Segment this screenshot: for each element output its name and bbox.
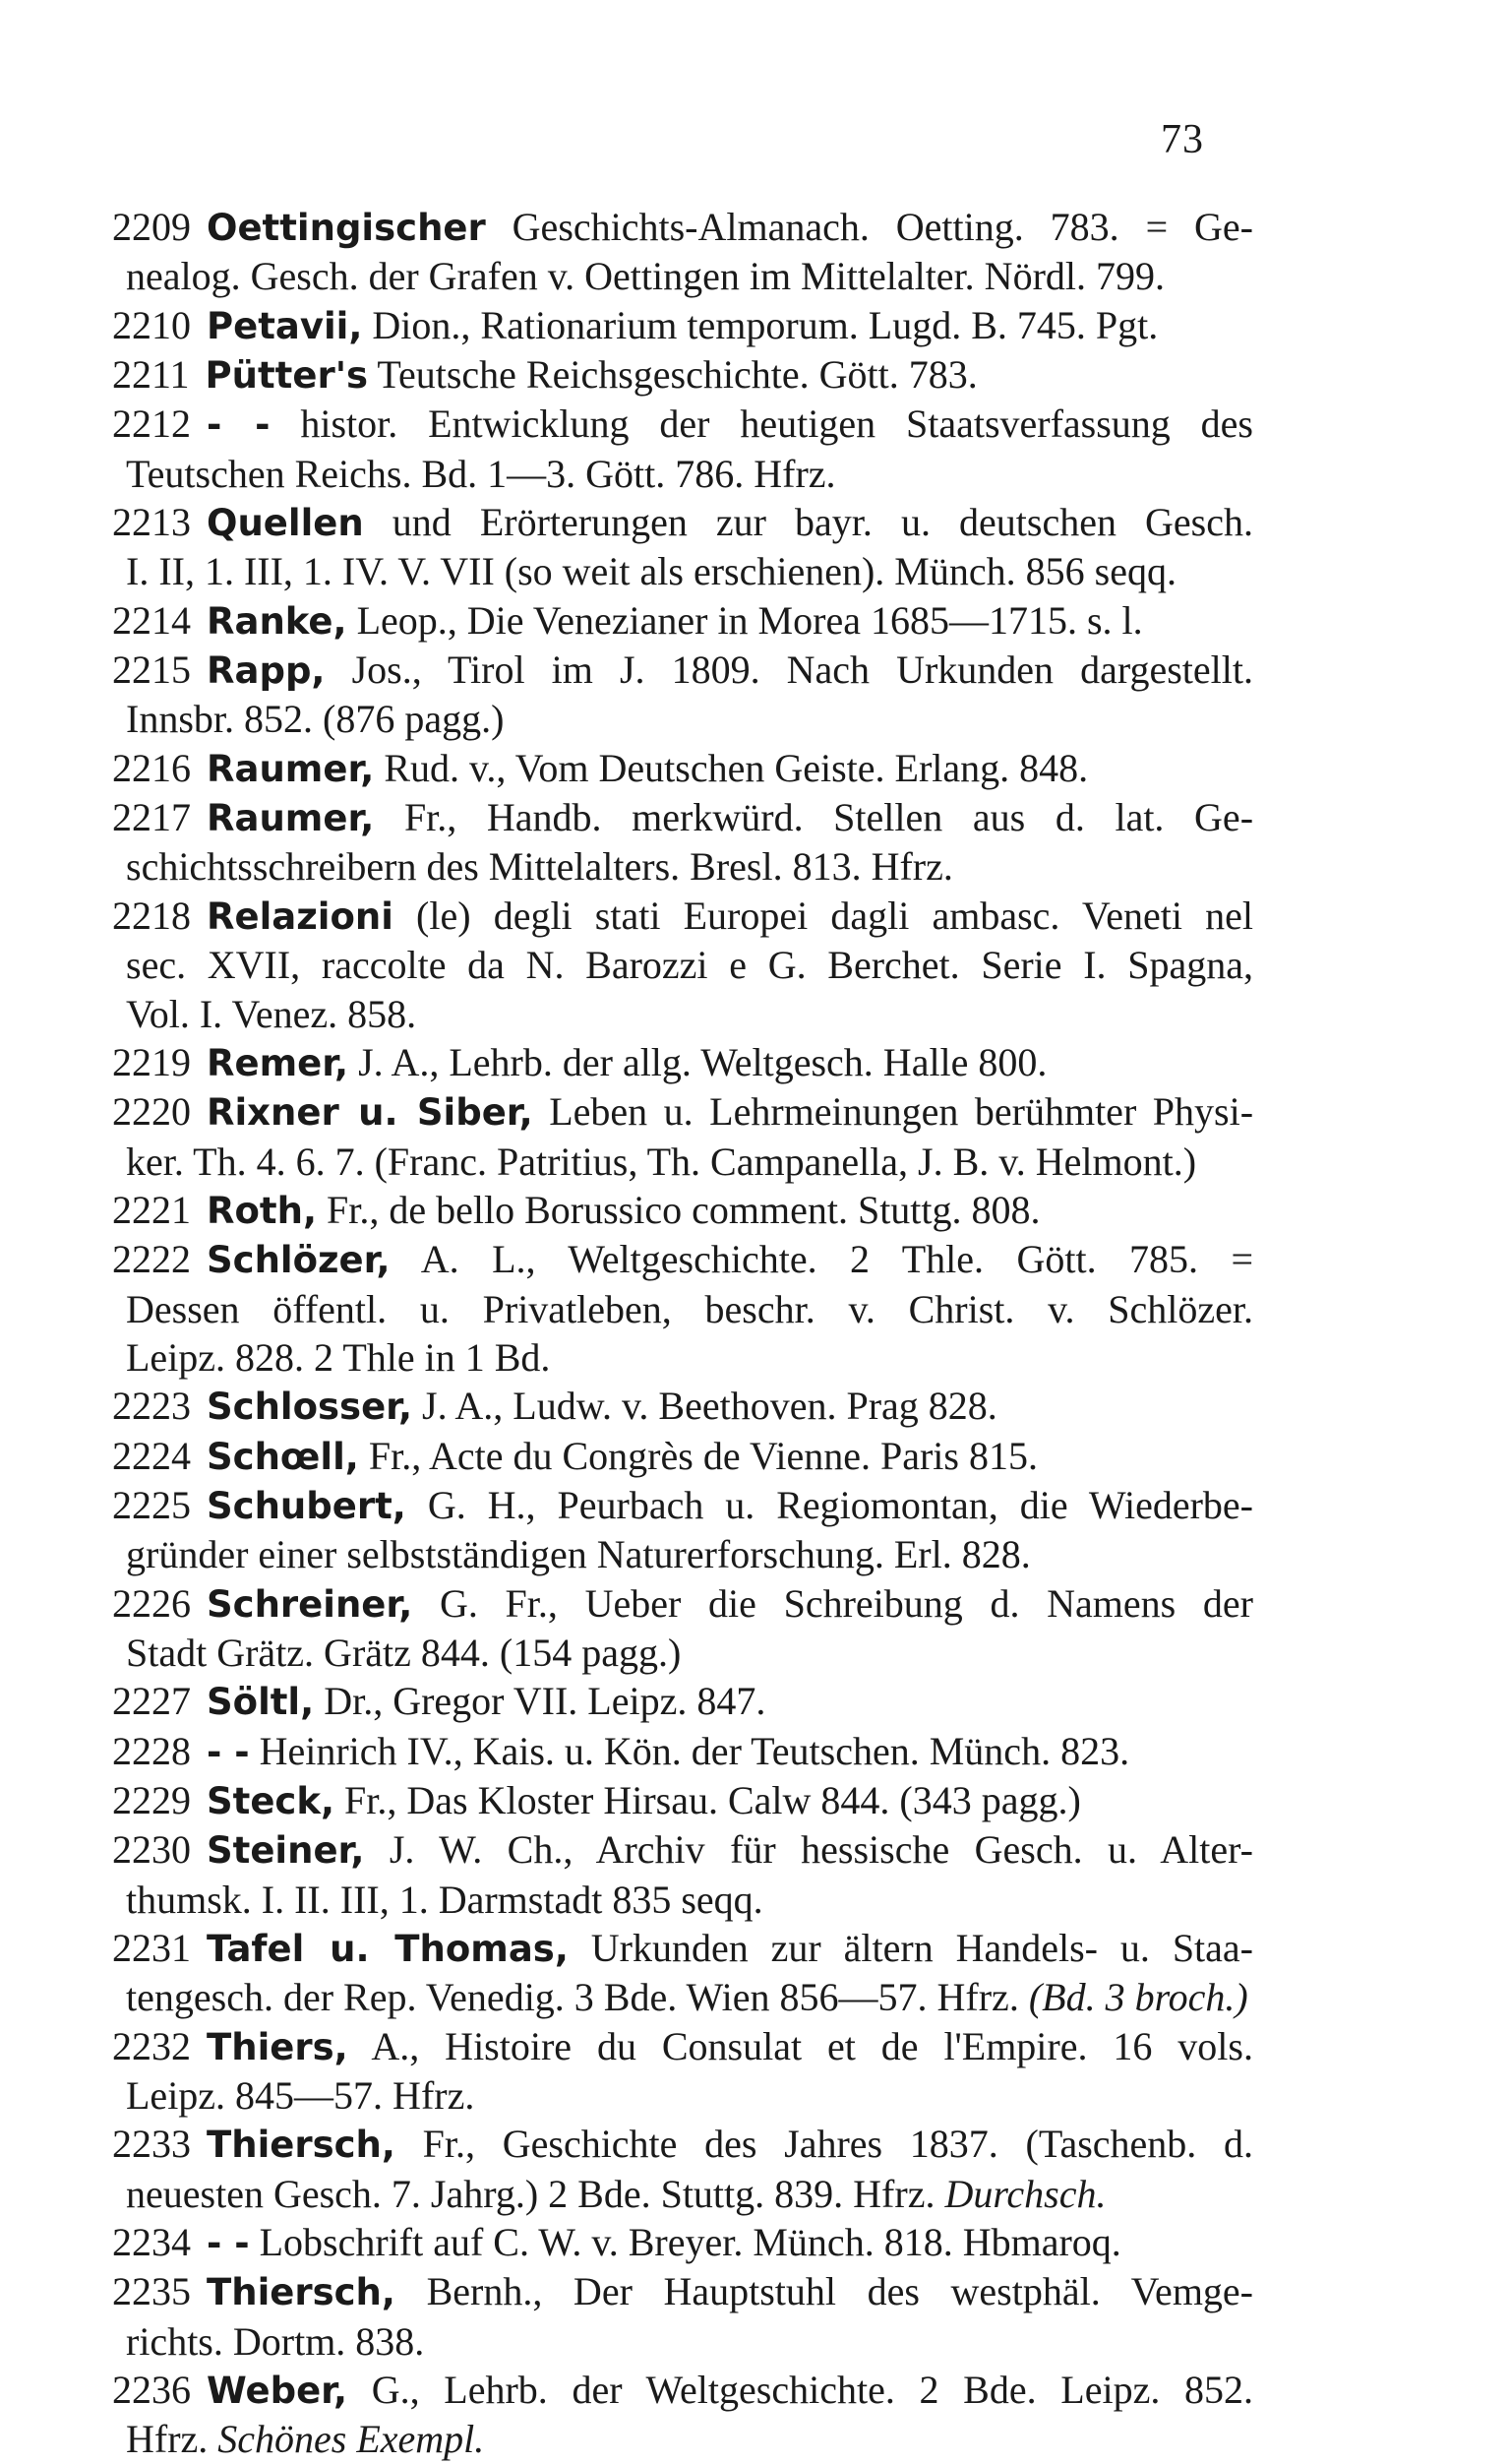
entry-continuation-line (126, 1333, 1253, 1382)
entry-text: A., Histoire du Consulat et de l'Empire. 16 vols. (371, 2023, 1253, 2068)
entry-author: Söltl, (207, 1681, 315, 1724)
entry-first-line (112, 1382, 1253, 1431)
entry-continuation-line (126, 450, 1253, 498)
catalog-entry (83, 2366, 1253, 2464)
catalog-entry (83, 400, 1253, 498)
entry-first-line (112, 1924, 1253, 1973)
entry-author: Schlosser, (207, 1386, 413, 1429)
entry-text: J. A., Lehrb. der allg. Weltgesch. Halle 800. (358, 1039, 1048, 1084)
entry-number: 2230 (112, 1827, 191, 1873)
entry-first-line (112, 1727, 1253, 1776)
catalog-entry (83, 301, 1253, 350)
entry-number: 2225 (112, 1482, 191, 1527)
catalog-entry (83, 1382, 1253, 1431)
entry-author: Roth, (207, 1189, 317, 1232)
entry-continuation-line (126, 547, 1253, 595)
entry-author: Schœll, (207, 1435, 359, 1478)
entry-author: - - (207, 2222, 250, 2265)
catalog-entry (83, 1481, 1253, 1579)
entry-text: G. Fr., Ueber die Schreibung d. Namens der (439, 1580, 1253, 1626)
entry-number: 2219 (112, 1039, 191, 1084)
entry-text: Leipz. 845—57. Hfrz. (126, 2073, 475, 2119)
entry-text: ker. Th. 4. 6. 7. (Franc. Patritius, Th. Campanella, J. B. v. Helmont.) (126, 1139, 1197, 1184)
entry-continuation-line (126, 695, 1253, 743)
entry-text: Fr., Handb. merkwürd. Stellen aus d. lat. Ge- (403, 795, 1254, 840)
entry-first-line (112, 1235, 1253, 1284)
entry-text: und Erörterungen zur bayr. u. deutschen Gesch. (392, 500, 1253, 545)
entry-author: Relazioni (207, 894, 393, 938)
entry-first-line (112, 2267, 1253, 2316)
entry-text: Dion., Rationarium temporum. Lugd. B. 745. Pgt. (372, 302, 1159, 347)
entry-text: sec. XVII, raccolte da N. Barozzi e G. Berchet. Serie I. Spagna, (126, 943, 1253, 988)
entry-number: 2226 (112, 1580, 191, 1626)
catalog-entry (83, 1579, 1253, 1678)
entry-author: Thiersch, (207, 2271, 395, 2314)
entry-author: Quellen (207, 502, 364, 545)
entry-italic-note: Durchsch. (944, 2171, 1107, 2216)
entry-text: Teutsche Reichsgeschichte. Gött. 783. (377, 352, 978, 398)
entry-number: 2229 (112, 1778, 191, 1822)
entry-author: Steck, (207, 1780, 335, 1822)
catalog-entry (83, 793, 1253, 892)
entry-continuation-line (126, 1530, 1253, 1578)
entry-first-line (112, 301, 1253, 350)
entry-author: Ranke, (207, 599, 347, 643)
entry-number: 2236 (112, 2368, 191, 2413)
entry-author: Schlözer, (207, 1239, 391, 1282)
catalog-entry (83, 2218, 1253, 2267)
entry-continuation-line (126, 941, 1253, 989)
entry-number: 2216 (112, 745, 191, 790)
entry-first-line (112, 1776, 1253, 1825)
entry-text: A. L., Weltgeschichte. 2 Thle. Gött. 785. = (420, 1237, 1254, 1282)
entry-first-line (112, 1481, 1253, 1530)
entry-text: nealog. Gesch. der Grafen v. Oettingen im Mittelalter. Nördl. 799. (126, 254, 1165, 299)
entry-text: J. W. Ch., Archiv für hessische Gesch. u. Alter- (389, 1827, 1253, 1873)
entry-text: Teutschen Reichs. Bd. 1—3. Gött. 786. Hfrz. (126, 451, 836, 496)
entry-text: richts. Dortm. 838. (126, 2318, 425, 2364)
entry-text: Innsbr. 852. (876 pagg.) (126, 697, 505, 742)
entry-continuation-line (126, 990, 1253, 1038)
entry-author: Pütter's (205, 354, 369, 398)
entry-author: Oettingischer (207, 207, 486, 249)
catalog-entry (83, 1776, 1253, 1825)
entry-author: Thiers, (207, 2025, 348, 2068)
entry-number: 2209 (112, 205, 191, 249)
catalog-entry (83, 1432, 1253, 1481)
entry-text: Leop., Die Venezianer in Morea 1685—1715. s. l. (356, 597, 1143, 643)
entry-continuation-line (126, 842, 1253, 891)
catalog-entry (83, 596, 1253, 646)
entry-text: Dessen öffentl. u. Privatleben, beschr. v. Christ. v. Schlözer. (126, 1286, 1253, 1331)
entry-author: Rixner u. Siber, (207, 1091, 533, 1135)
entry-text: Bernh., Der Hauptstuhl des westphäl. Vemge- (426, 2269, 1254, 2314)
entry-continuation-line (126, 2170, 1253, 2218)
entry-author: Schreiner, (207, 1582, 413, 1626)
entry-text: Fr., Acte du Congrès de Vienne. Paris 815. (368, 1433, 1038, 1478)
entry-number: 2212 (112, 401, 191, 447)
entry-first-line (112, 2120, 1253, 2169)
entry-text: J. A., Ludw. v. Beethoven. Prag 828. (422, 1384, 997, 1429)
entry-number: 2223 (112, 1384, 191, 1429)
entry-first-line (112, 203, 1253, 252)
entry-first-line (112, 596, 1253, 646)
entry-author: Petavii, (207, 304, 363, 347)
entry-first-line (112, 2218, 1253, 2267)
entry-author: Steiner, (207, 1829, 365, 1873)
entry-text: Stadt Grätz. Grätz 844. (154 pagg.) (126, 1630, 682, 1675)
entry-continuation-line (126, 1629, 1253, 1677)
entry-first-line (112, 1677, 1253, 1726)
catalog-entry (83, 1677, 1253, 1726)
entry-author: - - (207, 1730, 250, 1773)
entry-text: Fr., Geschichte des Jahres 1837. (Taschenb. d. (422, 2122, 1254, 2167)
catalog-entry (83, 1235, 1253, 1382)
entry-text: G. H., Peurbach u. Regiomontan, die Wiederbe- (427, 1482, 1253, 1527)
catalog-entry (83, 203, 1253, 301)
entry-text: Leipz. 828. 2 Thle in 1 Bd. (126, 1334, 551, 1380)
entry-continuation-line (126, 1285, 1253, 1333)
entry-continuation-line (126, 2415, 1253, 2463)
catalog-entry (83, 1727, 1253, 1776)
entry-text: thumsk. I. II. III, 1. Darmstadt 835 seqq. (126, 1877, 763, 1922)
entry-number: 2213 (112, 500, 191, 545)
entry-author: Rapp, (207, 649, 326, 693)
entry-text: gründer einer selbstständigen Naturerforschung. Erl. 828. (126, 1532, 1031, 1577)
entry-author: Schubert, (207, 1484, 406, 1527)
entry-first-line (112, 350, 1253, 400)
entry-number: 2233 (112, 2122, 191, 2167)
entry-text: G., Lehrb. der Weltgeschichte. 2 Bde. Leipz. 852. (371, 2368, 1253, 2413)
catalog-entry (83, 1186, 1253, 1235)
entry-author: - - (207, 403, 271, 447)
entry-first-line (112, 1825, 1253, 1875)
entry-first-line (112, 400, 1253, 449)
entry-author: Remer, (207, 1041, 349, 1084)
entry-continuation-line (126, 252, 1253, 300)
entry-number: 2235 (112, 2269, 191, 2314)
entry-number: 2218 (112, 893, 191, 938)
entry-text: I. II, 1. III, 1. IV. V. VII (so weit als erschienen). Münch. 856 seqq. (126, 549, 1177, 594)
entry-text: Fr., de bello Borussico comment. Stuttg. 808. (327, 1187, 1041, 1232)
entry-text: Urkunden zur ältern Handels- u. Staa- (590, 1926, 1253, 1971)
entry-continuation-line (126, 1138, 1253, 1186)
catalog-entry (83, 498, 1253, 596)
entry-author: Thiersch, (207, 2124, 395, 2167)
entry-italic-note: Schönes Exempl. (217, 2417, 485, 2462)
catalog-entry (83, 1038, 1253, 1087)
entry-author: Weber, (207, 2370, 348, 2413)
entry-number: 2224 (112, 1433, 191, 1478)
entry-first-line (112, 1038, 1253, 1087)
entry-text: histor. Entwicklung der heutigen Staatsverfassung des (300, 401, 1253, 447)
entry-first-line (112, 498, 1253, 547)
entry-list (83, 203, 1253, 2464)
entry-number: 2211 (112, 352, 190, 398)
entry-number: 2222 (112, 1237, 191, 1282)
entry-text: Rud. v., Vom Deutschen Geiste. Erlang. 848. (384, 745, 1089, 790)
entry-text: Vol. I. Venez. 858. (126, 991, 417, 1036)
entry-number: 2227 (112, 1679, 191, 1724)
entry-number: 2232 (112, 2023, 191, 2068)
entry-first-line (112, 793, 1253, 842)
catalog-entry (83, 2120, 1253, 2218)
entry-text: Leben u. Lehrmeinungen berühmter Physi- (549, 1089, 1254, 1135)
entry-text: Hfrz. (126, 2417, 209, 2462)
entry-text: neuesten Gesch. 7. Jahrg.) 2 Bde. Stuttg. 839. Hfrz. (126, 2171, 936, 2216)
entry-number: 2220 (112, 1089, 191, 1135)
entry-number: 2228 (112, 1728, 191, 1773)
catalog-entry (83, 744, 1253, 793)
entry-text: Jos., Tirol im J. 1809. Nach Urkunden dargestellt. (351, 647, 1253, 693)
entry-first-line (112, 1087, 1253, 1137)
entry-first-line (112, 2366, 1253, 2415)
entry-number: 2234 (112, 2220, 191, 2265)
entry-text: Geschichts-Almanach. Oetting. 783. = Ge- (512, 205, 1253, 249)
catalog-entry (83, 350, 1253, 400)
entry-first-line (112, 646, 1253, 695)
catalog-entry (83, 2022, 1253, 2121)
catalog-entry (83, 2267, 1253, 2366)
page-number: 73 (1161, 117, 1204, 162)
entry-first-line (112, 744, 1253, 793)
entry-continuation-line (126, 2071, 1253, 2120)
entry-continuation-line (126, 1876, 1253, 1924)
entry-number: 2215 (112, 647, 191, 693)
entry-first-line (112, 2022, 1253, 2071)
entry-text: Dr., Gregor VII. Leipz. 847. (324, 1679, 766, 1724)
entry-number: 2217 (112, 795, 191, 840)
entry-author: Tafel u. Thomas, (207, 1928, 569, 1971)
entry-number: 2210 (112, 302, 191, 347)
entry-italic-note: (Bd. 3 broch.) (1028, 1975, 1248, 2020)
entry-number: 2231 (112, 1926, 191, 1971)
catalog-entry (83, 892, 1253, 1038)
entry-text: Heinrich IV., Kais. u. Kön. der Teutschen. Münch. 823. (259, 1728, 1130, 1773)
entry-author: Raumer, (207, 797, 375, 840)
catalog-entry (83, 1825, 1253, 1924)
entry-continuation-line (126, 2317, 1253, 2366)
entry-first-line (112, 1579, 1253, 1629)
catalog-entry (83, 1924, 1253, 2022)
entry-text: tengesch. der Rep. Venedig. 3 Bde. Wien 856—57. Hfrz. (126, 1975, 1019, 2020)
entry-first-line (112, 1186, 1253, 1235)
catalog-entry (83, 1087, 1253, 1186)
catalog-entry (83, 646, 1253, 744)
entry-text: schichtsschreibern des Mittelalters. Bresl. 813. Hfrz. (126, 844, 953, 890)
entry-number: 2214 (112, 597, 191, 643)
entry-first-line (112, 1432, 1253, 1481)
entry-author: Raumer, (207, 747, 375, 790)
entry-text: Lobschrift auf C. W. v. Breyer. Münch. 818. Hbmaroq. (259, 2220, 1121, 2265)
entry-number: 2221 (112, 1187, 191, 1232)
entry-continuation-line (126, 1973, 1253, 2021)
entry-text: (le) degli stati Europei dagli ambasc. Veneti nel (416, 893, 1253, 938)
entry-text: Fr., Das Kloster Hirsau. Calw 844. (343 pagg.) (344, 1778, 1081, 1822)
entry-first-line (112, 892, 1253, 941)
